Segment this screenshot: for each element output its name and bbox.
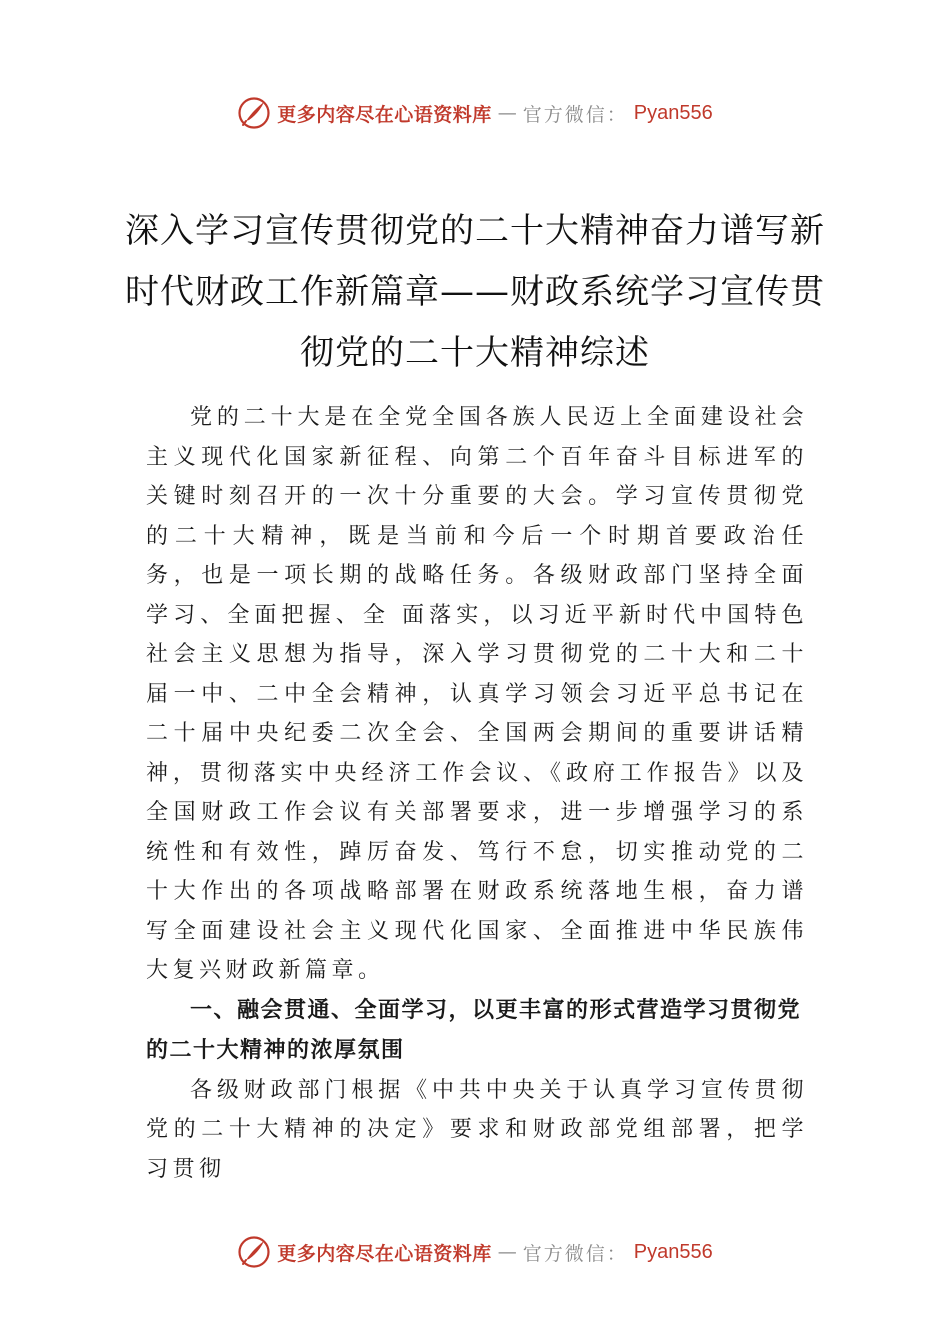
document-title: 深入学习宣传贯彻党的二十大精神奋力谱写新时代财政工作新篇章——财政系统学习宣传贯彻党的二十大精神综述	[125, 210, 825, 373]
banner-dash: —	[497, 102, 517, 124]
header-banner	[0, 93, 950, 133]
footer-banner	[0, 1232, 950, 1272]
body-paragraph: 党的二十大是在全党全国各族人民迈上全面建设社会主义现代化国家新征程、向第二个百年奋斗目标进军的关键时刻召开的一次十分重要的大会。学习宣传贯彻党的二十大精神，既是当前和今后一个时期首要政治任务，也是一项长期的战略任务。各级财政部门坚持全面学习、全面把握、全 面落实，以习近平新时代中国特色社会主义思想为指导，深入学习贯彻党的二十大和二十届一中、二中全会精神，认真学习领会习近平总书记在二十届中央纪委二次全会、全国两会期间的重要讲话精神，贯彻落实中央经济工作会议、《政府工作报告》以及全国财政工作会议有关部署要求，进一步增强学习的系统性和有效性，踔厉奋发、笃行不怠，切实推动党的二十大作出的各项战略部署在财政系统落地生根，奋力谱写全面建设社会主义现代化国家、全面推进中华民族伟大复兴财政新篇章。	[146, 405, 808, 983]
quill-logo-icon	[237, 1235, 271, 1269]
banner-wechat-label: 官方微信：	[522, 1242, 628, 1265]
quill-logo-icon	[237, 96, 271, 130]
section-heading: 一、融会贯通、全面学习，以更丰富的形式营造学习贯彻党的二十大精神的浓厚氛围	[146, 997, 802, 1063]
banner-wechat-id: Pyan556	[633, 101, 713, 124]
body-paragraph: 各级财政部门根据《中共中央关于认真学习宣传贯彻党的二十大精神的决定》要求和财政部党组部署，把学习贯彻	[146, 1077, 808, 1182]
document-body	[146, 398, 808, 1189]
banner-wechat-label: 官方微信：	[522, 103, 628, 126]
banner-ad-text: 更多内容尽在心语资料库	[277, 1242, 492, 1265]
banner-dash: —	[497, 1241, 517, 1263]
banner-wechat-id: Pyan556	[633, 1240, 713, 1263]
banner-ad-text: 更多内容尽在心语资料库	[277, 103, 492, 126]
